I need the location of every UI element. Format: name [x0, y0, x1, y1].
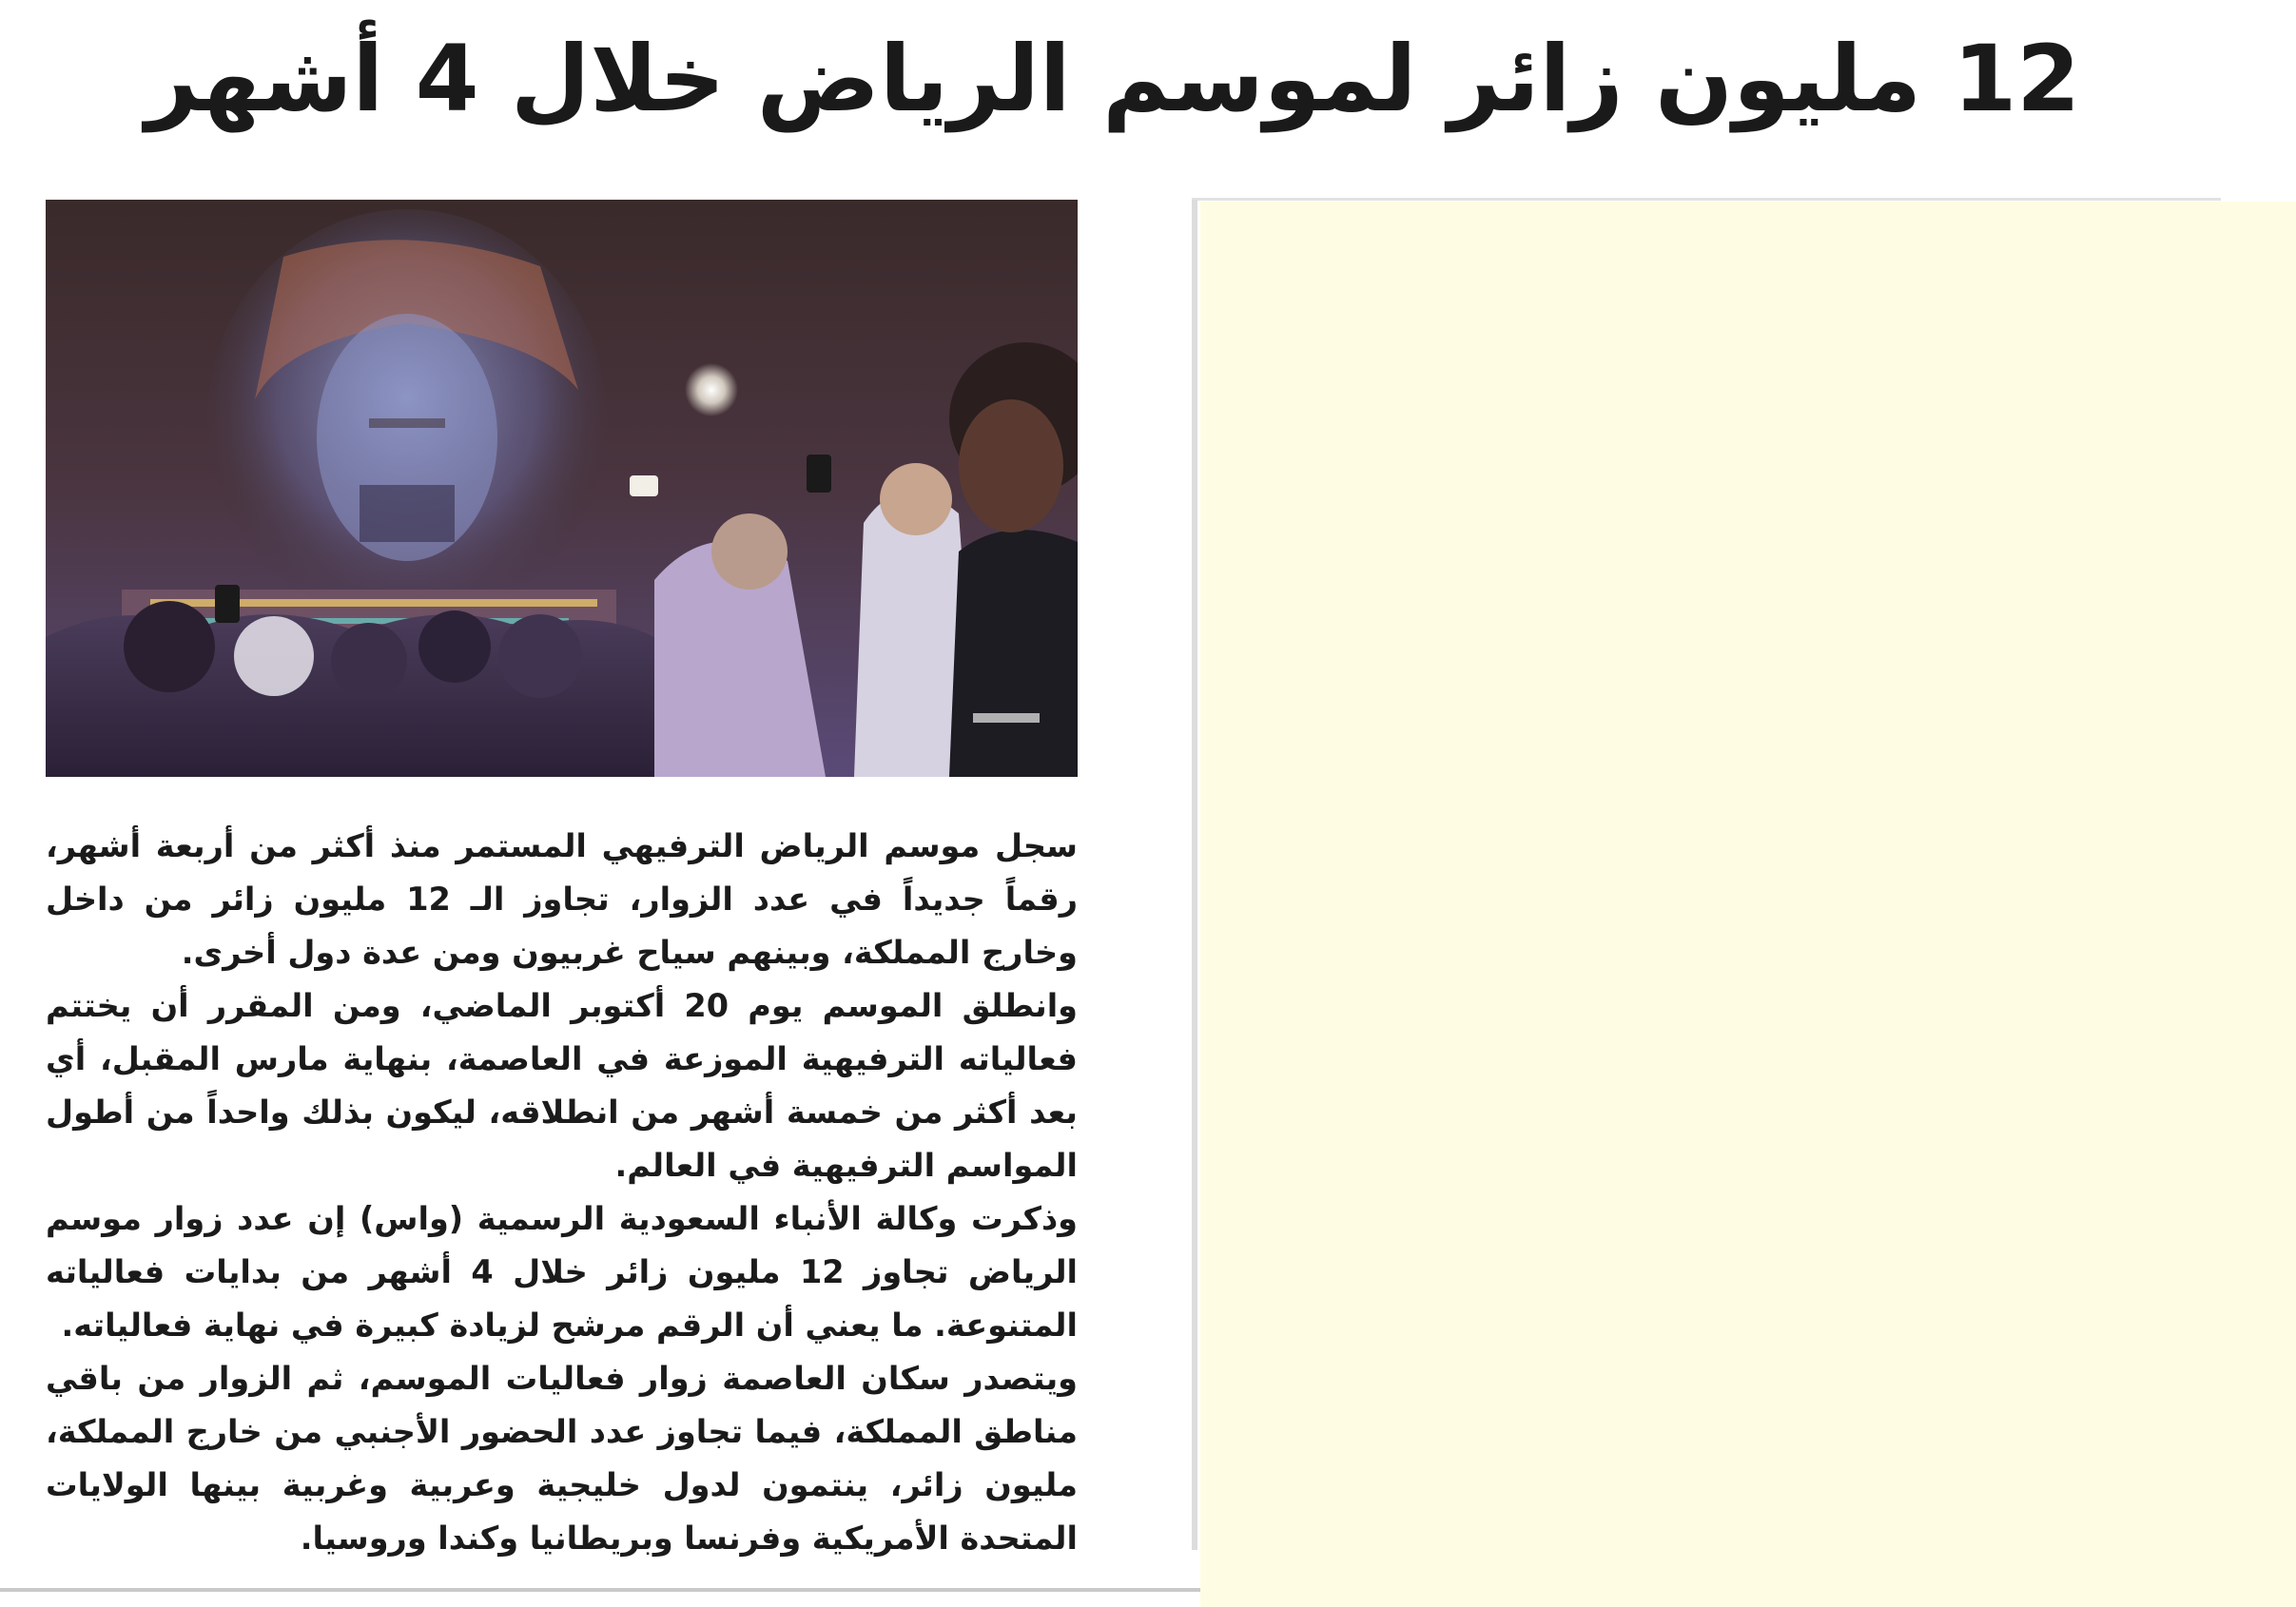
paragraph-2: وانطلق الموسم يوم 20 أكتوبر الماضي، ومن المقرر أن يختتم فعالياته الترفيهية الموزعة في العاصمة، بنهاية مارس المقبل، أي بعد أكثر من خمسة أشهر من انطلاقه، ليكون بذلك واحداً من أطول المواسم الترفيهية في العالم.	[46, 987, 1078, 1184]
column-divider	[1192, 200, 1197, 1550]
paragraph-4: ويتصدر سكان العاصمة زوار فعاليات الموسم، ثم الزوار من باقي مناطق المملكة، فيما تجاوز عدد الحضور الأجنبي من خارج المملكة، مليون زائر، ينتمون لدول خليجية وعربية وغربية بينها الولايات المتحدة الأمريكية وفرنسا وبريطانيا وكندا وروسيا.	[46, 1360, 1078, 1557]
paragraph-1: سجل موسم الرياض الترفيهي المستمر منذ أكثر من أربعة أشهر، رقماً جديداً في عدد الزوار، تجاوز الـ 12 مليون زائر من داخل وخارج المملكة، وبينهم سياح غربيون ومن عدة دول أخرى.	[46, 827, 1078, 971]
article-headline: 12 مليون زائر لموسم الرياض خلال 4 أشهر	[145, 26, 2081, 132]
bottom-divider	[0, 1588, 1200, 1592]
blank-ad-panel	[1200, 202, 2296, 1607]
paragraph-3: وذكرت وكالة الأنباء السعودية الرسمية (واس) إن عدد زوار موسم الرياض تجاوز 12 مليون زائر خلال 4 أشهر من بدايات فعالياته المتنوعة. ما يعني أن الرقم مرشح لزيادة كبيرة في نهاية فعالياته.	[46, 1200, 1079, 1344]
article-photo	[46, 200, 1078, 777]
article-body	[46, 820, 1078, 1565]
top-divider	[1192, 198, 2221, 201]
